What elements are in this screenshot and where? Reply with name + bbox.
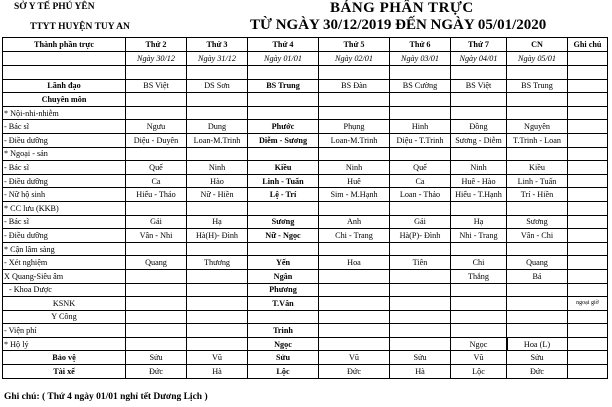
note-column-header: Ghi chú	[568, 38, 608, 52]
note-cell	[568, 93, 608, 107]
duty-cell	[451, 106, 507, 120]
table-row	[3, 324, 608, 338]
duty-cell: Anh	[319, 215, 390, 229]
duty-cell: Hà	[187, 365, 248, 379]
duty-cell	[507, 324, 568, 338]
duty-cell	[126, 310, 187, 324]
duty-cell: Hà(P)- Đình	[390, 229, 451, 243]
table-row	[3, 120, 608, 134]
duty-cell: Trinh	[248, 324, 319, 338]
duty-cell	[126, 242, 187, 256]
footer-note: Ghi chú: ( Thứ 4 ngày 01/01 nghỉ tết Dương Lịch )	[4, 392, 208, 402]
row-label: * Hộ lý	[3, 337, 126, 351]
table-row	[3, 242, 608, 256]
duty-cell	[390, 324, 451, 338]
duty-cell: Vân - Chi	[507, 229, 568, 243]
org-unit: TTYT HUYỆN TUY AN	[30, 22, 130, 32]
duty-cell	[187, 66, 248, 80]
duty-cell: Hoa (L)	[507, 337, 568, 351]
duty-cell: Ca	[126, 174, 187, 188]
duty-cell: Hinh	[390, 120, 451, 134]
row-label: * Cận lâm sàng	[3, 242, 126, 256]
table-row	[3, 269, 608, 283]
duty-cell: Phước	[248, 120, 319, 134]
table-row	[3, 66, 608, 80]
duty-cell: T.Trinh - Loan	[507, 133, 568, 147]
duty-cell: Trí - Hiền	[507, 188, 568, 202]
duty-cell: Diệu - T.Trinh	[390, 133, 451, 147]
duty-cell: Thắng	[451, 269, 507, 283]
blank-cell	[568, 52, 608, 66]
table-row	[3, 201, 608, 215]
duty-cell	[319, 324, 390, 338]
duty-cell	[507, 201, 568, 215]
duty-cell: Lộc	[451, 365, 507, 379]
duty-cell: BS Việt	[451, 79, 507, 93]
duty-cell: Chi - Trang	[319, 229, 390, 243]
duty-cell	[390, 269, 451, 283]
duty-cell: Hiếu - T.Hạnh	[451, 188, 507, 202]
row-label: - Bác sĩ	[3, 120, 126, 134]
duty-cell: Thương	[187, 256, 248, 270]
note-cell	[568, 283, 608, 297]
duty-cell	[187, 93, 248, 107]
duty-cell	[187, 201, 248, 215]
duty-cell: Vũ	[187, 351, 248, 365]
duty-cell: Ngọc	[451, 337, 507, 351]
duty-cell: Lộc	[248, 365, 319, 379]
duty-cell: Hạ	[187, 215, 248, 229]
note-cell	[568, 242, 608, 256]
duty-cell	[187, 297, 248, 311]
duty-cell: DS Sơn	[187, 79, 248, 93]
note-cell	[568, 365, 608, 379]
duty-cell: Phụng	[319, 120, 390, 134]
day-header: Thứ 6	[390, 38, 451, 52]
row-label: Chuyên môn	[3, 93, 126, 107]
duty-cell: Ngưu	[126, 120, 187, 134]
duty-cell	[126, 297, 187, 311]
date-header: Ngày 01/01	[248, 52, 319, 66]
note-cell	[568, 310, 608, 324]
duty-cell	[319, 269, 390, 283]
duty-cell: Ninh	[319, 161, 390, 175]
table-row	[3, 174, 608, 188]
row-label: Tài xế	[3, 365, 126, 379]
row-label: Lãnh đạo	[3, 79, 126, 93]
duty-cell: Ca	[390, 174, 451, 188]
note-cell	[568, 133, 608, 147]
table-row	[3, 79, 608, 93]
duty-cell: BS Đàn	[319, 79, 390, 93]
duty-cell	[248, 147, 319, 161]
duty-cell: Nguyên	[507, 120, 568, 134]
duty-cell: Huê - Hào	[451, 174, 507, 188]
note-cell	[568, 337, 608, 351]
corner-label: Thành phần trực	[3, 38, 126, 52]
duty-cell: Bá	[507, 269, 568, 283]
duty-cell	[507, 297, 568, 311]
date-header: Ngày 05/01	[507, 52, 568, 66]
duty-cell	[126, 337, 187, 351]
note-cell	[568, 106, 608, 120]
row-label: * Nội-nhi-nhiễm	[3, 106, 126, 120]
table-row	[3, 147, 608, 161]
duty-cell: Kiều	[507, 161, 568, 175]
duty-cell: Linh - Tuấn	[248, 174, 319, 188]
date-header: Ngày 02/01	[319, 52, 390, 66]
duty-cell: Chi	[451, 256, 507, 270]
duty-cell	[187, 283, 248, 297]
duty-cell	[187, 310, 248, 324]
row-label: Y Công	[3, 310, 126, 324]
table-row	[3, 256, 608, 270]
duty-cell	[126, 147, 187, 161]
duty-cell: Loan - Thảo	[390, 188, 451, 202]
duty-cell: BS Trung	[507, 79, 568, 93]
duty-cell: Vân - Nhi	[126, 229, 187, 243]
duty-cell: Loan-M.Trinh	[187, 133, 248, 147]
duty-cell	[390, 337, 451, 351]
duty-cell	[248, 242, 319, 256]
date-header: Ngày 04/01	[451, 52, 507, 66]
duty-cell	[451, 242, 507, 256]
duty-cell	[507, 242, 568, 256]
duty-cell	[451, 147, 507, 161]
duty-cell	[187, 147, 248, 161]
row-label: - Nữ hộ sinh	[3, 188, 126, 202]
duty-cell: Vũ	[451, 351, 507, 365]
day-header: Thứ 2	[126, 38, 187, 52]
row-label: - Điều dưỡng	[3, 174, 126, 188]
row-label: Bảo vệ	[3, 351, 126, 365]
duty-cell	[319, 201, 390, 215]
duty-cell: Quang	[507, 256, 568, 270]
duty-cell: Quang	[126, 256, 187, 270]
note-cell	[568, 229, 608, 243]
duty-cell: Nhi - Trang	[451, 229, 507, 243]
date-header: Ngày 03/01	[390, 52, 451, 66]
duty-cell: Sửu	[507, 351, 568, 365]
duty-cell: BS Cường	[390, 79, 451, 93]
table-row	[3, 365, 608, 379]
duty-cell	[451, 324, 507, 338]
note-cell	[568, 351, 608, 365]
table-row	[3, 93, 608, 107]
duty-cell: Hiếu - Thảo	[126, 188, 187, 202]
duty-cell	[126, 93, 187, 107]
duty-cell	[319, 310, 390, 324]
row-label: KSNK	[3, 297, 126, 311]
duty-cell: Sương	[248, 215, 319, 229]
duty-cell	[126, 269, 187, 283]
duty-cell: Diệu - Duyên	[126, 133, 187, 147]
duty-cell	[126, 106, 187, 120]
duty-cell: Huê	[319, 174, 390, 188]
row-label: - Bác sĩ	[3, 215, 126, 229]
duty-cell	[319, 93, 390, 107]
note-cell	[568, 174, 608, 188]
row-label: - Xét nghiệm	[3, 256, 126, 270]
document-date-range: TỪ NGÀY 30/12/2019 ĐẾN NGÀY 05/01/2020	[250, 17, 547, 33]
duty-cell	[451, 93, 507, 107]
duty-cell: Đức	[319, 365, 390, 379]
duty-cell	[187, 324, 248, 338]
duty-cell	[248, 106, 319, 120]
duty-cell	[319, 66, 390, 80]
table-row	[3, 310, 608, 324]
duty-cell	[319, 242, 390, 256]
table-row	[3, 297, 608, 311]
duty-cell	[507, 93, 568, 107]
table-row	[3, 229, 608, 243]
duty-cell	[126, 324, 187, 338]
duty-cell	[390, 106, 451, 120]
duty-cell: Ngọc	[248, 337, 319, 351]
duty-cell	[390, 147, 451, 161]
row-label	[3, 66, 126, 80]
table-row	[3, 215, 608, 229]
note-cell	[568, 79, 608, 93]
duty-cell	[248, 93, 319, 107]
duty-cell	[507, 310, 568, 324]
duty-cell	[451, 66, 507, 80]
duty-cell	[390, 310, 451, 324]
note-cell	[568, 215, 608, 229]
duty-cell	[390, 66, 451, 80]
row-label: - Viện phí	[3, 324, 126, 338]
day-header: Thứ 3	[187, 38, 248, 52]
table-row	[3, 161, 608, 175]
duty-cell: Loan-M.Trinh	[319, 133, 390, 147]
duty-cell: Sương - Diễm	[451, 133, 507, 147]
row-label: - Điều dưỡng	[3, 133, 126, 147]
note-cell	[568, 120, 608, 134]
row-label: - Bác sĩ	[3, 161, 126, 175]
duty-cell	[390, 283, 451, 297]
duty-cell	[187, 337, 248, 351]
duty-cell: Phương	[248, 283, 319, 297]
day-header: Thứ 4	[248, 38, 319, 52]
row-label: * Ngoại - sản	[3, 147, 126, 161]
duty-cell: Sửu	[126, 351, 187, 365]
duty-cell	[451, 201, 507, 215]
document-title: BẢNG PHÂN TRỰC	[330, 0, 474, 16]
note-cell	[568, 188, 608, 202]
note-cell	[568, 66, 608, 80]
note-cell	[568, 324, 608, 338]
duty-cell: T.Vân	[248, 297, 319, 311]
row-label: - Khoa Dược	[3, 283, 126, 297]
duty-cell: BS Trung	[248, 79, 319, 93]
note-cell	[568, 147, 608, 161]
duty-cell: Hoa	[319, 256, 390, 270]
duty-cell	[319, 283, 390, 297]
table-row	[3, 337, 608, 351]
duty-cell: Quế	[126, 161, 187, 175]
day-header: CN	[507, 38, 568, 52]
duty-cell: Sửu	[390, 351, 451, 365]
row-label: - Điều dưỡng	[3, 229, 126, 243]
duty-cell: Gái	[126, 215, 187, 229]
note-cell	[568, 201, 608, 215]
duty-cell: BS Việt	[126, 79, 187, 93]
duty-cell: Ngân	[248, 269, 319, 283]
duty-cell	[451, 310, 507, 324]
duty-cell: Gái	[390, 215, 451, 229]
org-name: SỞ Y TẾ PHÚ YÊN	[14, 2, 95, 12]
note-cell: ngoại giờ	[568, 297, 608, 311]
duty-cell	[390, 93, 451, 107]
duty-cell: Lệ - Trí	[248, 188, 319, 202]
duty-cell: Vũ	[319, 351, 390, 365]
duty-cell	[319, 297, 390, 311]
duty-cell	[126, 283, 187, 297]
table-row	[3, 133, 608, 147]
duty-cell: Nữ - Ngọc	[248, 229, 319, 243]
duty-cell: Sim - M.Hạnh	[319, 188, 390, 202]
blank-cell	[3, 52, 126, 66]
note-cell	[568, 256, 608, 270]
duty-cell: Sương	[507, 215, 568, 229]
duty-cell: Yến	[248, 256, 319, 270]
duty-cell	[126, 201, 187, 215]
duty-cell: Hạ	[451, 215, 507, 229]
duty-cell: Nữ - Hiền	[187, 188, 248, 202]
duty-cell	[248, 310, 319, 324]
duty-cell	[319, 106, 390, 120]
table-row	[3, 188, 608, 202]
duty-cell: Quế	[390, 161, 451, 175]
duty-cell	[319, 147, 390, 161]
duty-cell	[451, 283, 507, 297]
duty-cell: Linh - Tuấn	[507, 174, 568, 188]
duty-cell: Tiên	[390, 256, 451, 270]
duty-cell	[319, 337, 390, 351]
duty-cell: Sửu	[248, 351, 319, 365]
duty-cell: Diễm - Sương	[248, 133, 319, 147]
duty-cell	[126, 66, 187, 80]
day-header: Thứ 5	[319, 38, 390, 52]
note-cell	[568, 269, 608, 283]
duty-cell	[187, 106, 248, 120]
date-header: Ngày 30/12	[126, 52, 187, 66]
duty-cell: Kiều	[248, 161, 319, 175]
duty-cell	[187, 269, 248, 283]
day-header: Thứ 7	[451, 38, 507, 52]
duty-cell	[390, 242, 451, 256]
duty-cell: Hà(H)- Đình	[187, 229, 248, 243]
duty-cell: Đồng	[451, 120, 507, 134]
duty-cell	[507, 106, 568, 120]
duty-cell: Hào	[187, 174, 248, 188]
duty-cell	[507, 66, 568, 80]
duty-cell: Ninh	[187, 161, 248, 175]
duty-cell	[507, 283, 568, 297]
duty-cell	[390, 201, 451, 215]
duty-schedule-table	[2, 37, 608, 379]
duty-cell	[187, 242, 248, 256]
note-cell	[568, 161, 608, 175]
duty-cell	[451, 297, 507, 311]
duty-cell: Dung	[187, 120, 248, 134]
duty-cell: Hà	[390, 365, 451, 379]
duty-cell	[390, 297, 451, 311]
row-label: * CC lưu (KKB)	[3, 201, 126, 215]
duty-cell	[507, 147, 568, 161]
duty-cell	[248, 66, 319, 80]
table-row	[3, 106, 608, 120]
duty-cell	[248, 201, 319, 215]
duty-cell: Ninh	[451, 161, 507, 175]
duty-cell: Đức	[507, 365, 568, 379]
table-row	[3, 283, 608, 297]
table-row	[3, 351, 608, 365]
date-header: Ngày 31/12	[187, 52, 248, 66]
duty-cell: Đức	[126, 365, 187, 379]
row-label: X Quang-Siêu âm	[3, 269, 126, 283]
